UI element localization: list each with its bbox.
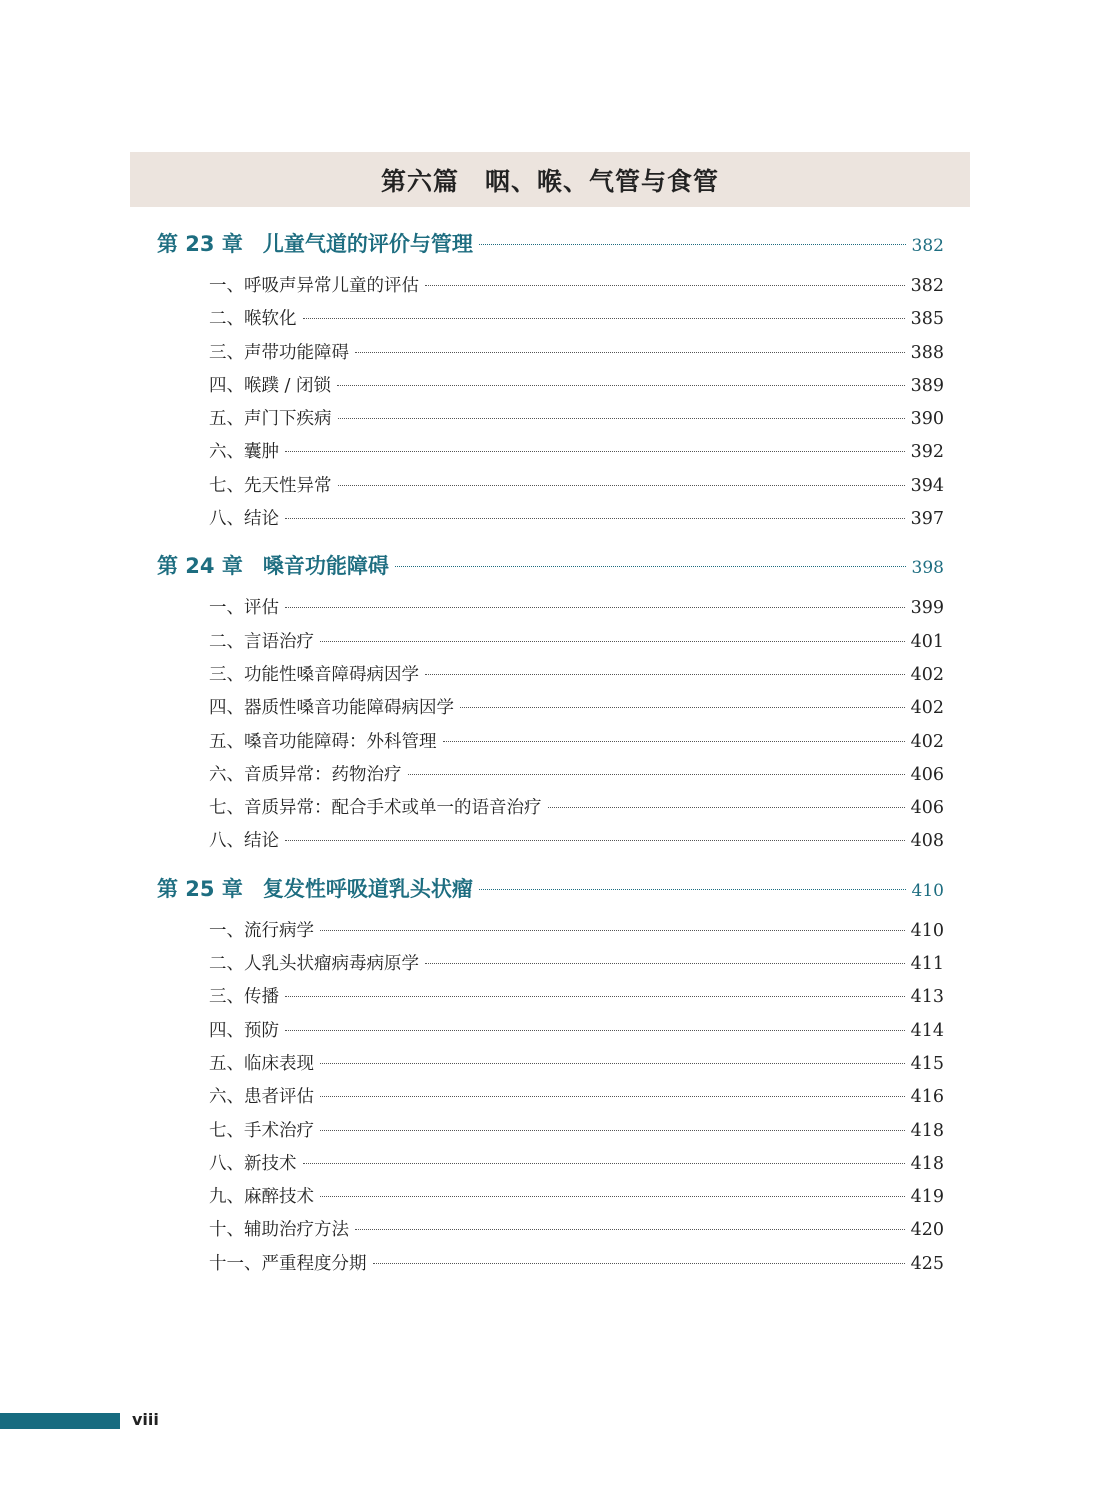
- toc-entry[interactable]: [157, 1216, 944, 1249]
- entry-label: 三、功能性嗓音障碍病因学: [209, 664, 419, 685]
- entry-page: 402: [910, 698, 944, 719]
- chapter-heading[interactable]: [157, 550, 944, 584]
- toc-entry[interactable]: [157, 983, 944, 1016]
- entry-label: 六、患者评估: [209, 1087, 314, 1108]
- toc-entry[interactable]: [157, 917, 944, 950]
- toc-entry[interactable]: [157, 339, 944, 372]
- dot-leader: [355, 352, 905, 353]
- dot-leader: [443, 741, 905, 742]
- toc-entry[interactable]: [157, 372, 944, 405]
- toc-entry[interactable]: [157, 405, 944, 438]
- dot-leader: [320, 1130, 905, 1131]
- dot-leader: [425, 963, 905, 964]
- entry-label: 二、人乳头状瘤病毒病原学: [209, 954, 419, 975]
- entry-page: 406: [910, 798, 944, 819]
- dot-leader: [548, 807, 905, 808]
- chapter-number: 第 25 章: [157, 876, 243, 901]
- dot-leader: [425, 674, 905, 675]
- entry-page: 425: [910, 1253, 944, 1274]
- entry-page: 408: [910, 831, 944, 852]
- dot-leader: [303, 318, 905, 319]
- entry-page: 399: [910, 598, 944, 619]
- entry-page: 385: [910, 309, 944, 330]
- dot-leader: [479, 244, 906, 245]
- entry-page: 394: [910, 475, 944, 496]
- entry-page: 416: [910, 1087, 944, 1108]
- entry-label: 八、结论: [209, 509, 279, 530]
- dot-leader: [285, 1030, 905, 1031]
- chapter-23: [157, 228, 944, 538]
- chapter-number: 第 24 章: [157, 554, 243, 579]
- toc-entry[interactable]: [157, 472, 944, 505]
- chapter-25: [157, 873, 944, 1283]
- entry-label: 五、嗓音功能障碍：外科管理: [209, 731, 437, 752]
- toc-entry[interactable]: [157, 728, 944, 761]
- dot-leader: [460, 707, 905, 708]
- entry-page: 418: [910, 1153, 944, 1174]
- toc-entry[interactable]: [157, 438, 944, 471]
- dot-leader: [285, 840, 905, 841]
- toc-entry[interactable]: [157, 1050, 944, 1083]
- dot-leader: [479, 889, 906, 890]
- toc-entry[interactable]: [157, 661, 944, 694]
- chapter-page: 398: [911, 558, 944, 579]
- entry-page: 414: [910, 1020, 944, 1041]
- toc-entry[interactable]: [157, 1117, 944, 1150]
- entry-label: 二、喉软化: [209, 309, 297, 330]
- dot-leader: [303, 1163, 905, 1164]
- dot-leader: [320, 641, 905, 642]
- entry-label: 十、辅助治疗方法: [209, 1220, 349, 1241]
- entry-page: 420: [910, 1220, 944, 1241]
- section-list: [157, 907, 944, 1283]
- chapter-title: 复发性呼吸道乳头状瘤: [262, 876, 473, 901]
- entry-label: 五、临床表现: [209, 1053, 314, 1074]
- toc-entry[interactable]: [157, 794, 944, 827]
- dot-leader: [408, 774, 905, 775]
- entry-page: 413: [910, 987, 944, 1008]
- entry-page: 401: [910, 631, 944, 652]
- section-list: [157, 584, 944, 860]
- part-title-banner: [130, 152, 970, 207]
- page-number: viii: [132, 1410, 159, 1429]
- entry-label: 六、音质异常：药物治疗: [209, 764, 402, 785]
- chapter-page: 382: [911, 236, 944, 256]
- toc-entry[interactable]: [157, 1250, 944, 1283]
- entry-label: 四、预防: [209, 1020, 279, 1041]
- chapter-number: 第 23 章: [157, 232, 243, 256]
- entry-label: 一、流行病学: [209, 920, 314, 941]
- entry-label: 二、言语治疗: [209, 631, 314, 652]
- entry-label: 七、手术治疗: [209, 1120, 314, 1141]
- entry-label: 七、音质异常：配合手术或单一的语音治疗: [209, 798, 542, 819]
- chapter-title: 儿童气道的评价与管理: [262, 232, 473, 256]
- entry-page: 382: [910, 276, 944, 296]
- toc-entry[interactable]: [157, 628, 944, 661]
- entry-page: 402: [910, 731, 944, 752]
- dot-leader: [337, 385, 905, 386]
- entry-label: 八、结论: [209, 831, 279, 852]
- entry-page: 410: [910, 920, 944, 941]
- toc-entry[interactable]: [157, 950, 944, 983]
- dot-leader: [320, 1096, 905, 1097]
- entry-label: 十一、严重程度分期: [209, 1253, 367, 1274]
- entry-label: 四、器质性嗓音功能障碍病因学: [209, 698, 454, 719]
- entry-label: 三、声带功能障碍: [209, 342, 349, 363]
- toc-entry[interactable]: [157, 1150, 944, 1183]
- dot-leader: [285, 518, 905, 519]
- toc-entry[interactable]: [157, 305, 944, 338]
- entry-page: 415: [910, 1053, 944, 1074]
- toc-entry[interactable]: [157, 761, 944, 794]
- entry-label: 一、评估: [209, 598, 279, 619]
- dot-leader: [320, 1196, 905, 1197]
- dot-leader: [285, 996, 905, 997]
- toc-entry[interactable]: [157, 1017, 944, 1050]
- dot-leader: [285, 607, 905, 608]
- chapter-heading[interactable]: [157, 873, 944, 907]
- toc-entry[interactable]: [157, 505, 944, 538]
- chapter-page: 410: [911, 880, 944, 901]
- toc-entry[interactable]: [157, 272, 944, 305]
- entry-label: 六、囊肿: [209, 442, 279, 463]
- dot-leader: [395, 566, 906, 567]
- entry-page: 402: [910, 664, 944, 685]
- entry-label: 九、麻醉技术: [209, 1187, 314, 1208]
- dot-leader: [425, 285, 905, 286]
- chapter-24: [157, 550, 944, 860]
- entry-page: 418: [910, 1120, 944, 1141]
- chapter-heading[interactable]: [157, 228, 944, 262]
- toc-entry[interactable]: [157, 694, 944, 727]
- entry-page: 419: [910, 1187, 944, 1208]
- dot-leader: [338, 418, 905, 419]
- section-list: [157, 262, 944, 538]
- dot-leader: [285, 451, 905, 452]
- entry-label: 八、新技术: [209, 1153, 297, 1174]
- entry-label: 三、传播: [209, 987, 279, 1008]
- entry-page: 390: [910, 409, 944, 430]
- entry-label: 五、声门下疾病: [209, 409, 332, 430]
- entry-page: 389: [910, 375, 944, 396]
- dot-leader: [320, 1063, 905, 1064]
- dot-leader: [338, 485, 905, 486]
- dot-leader: [355, 1229, 905, 1230]
- entry-page: 397: [910, 509, 944, 530]
- toc-entry[interactable]: [157, 594, 944, 627]
- part-title: 第六篇 咽、喉、气管与食管: [380, 166, 719, 196]
- entry-page: 392: [910, 442, 944, 463]
- entry-page: 406: [910, 764, 944, 785]
- entry-label: 一、呼吸声异常儿童的评估: [209, 276, 419, 296]
- toc-entry[interactable]: [157, 1183, 944, 1216]
- table-of-contents: [157, 228, 944, 1295]
- entry-page: 411: [910, 954, 944, 975]
- dot-leader: [320, 930, 905, 931]
- chapter-title: 嗓音功能障碍: [262, 554, 389, 579]
- entry-page: 388: [910, 342, 944, 363]
- footer-accent-bar: [0, 1413, 120, 1429]
- entry-label: 七、先天性异常: [209, 475, 332, 496]
- dot-leader: [373, 1263, 905, 1264]
- toc-entry[interactable]: [157, 1083, 944, 1116]
- toc-entry[interactable]: [157, 827, 944, 860]
- entry-label: 四、喉蹼 / 闭锁: [209, 375, 332, 396]
